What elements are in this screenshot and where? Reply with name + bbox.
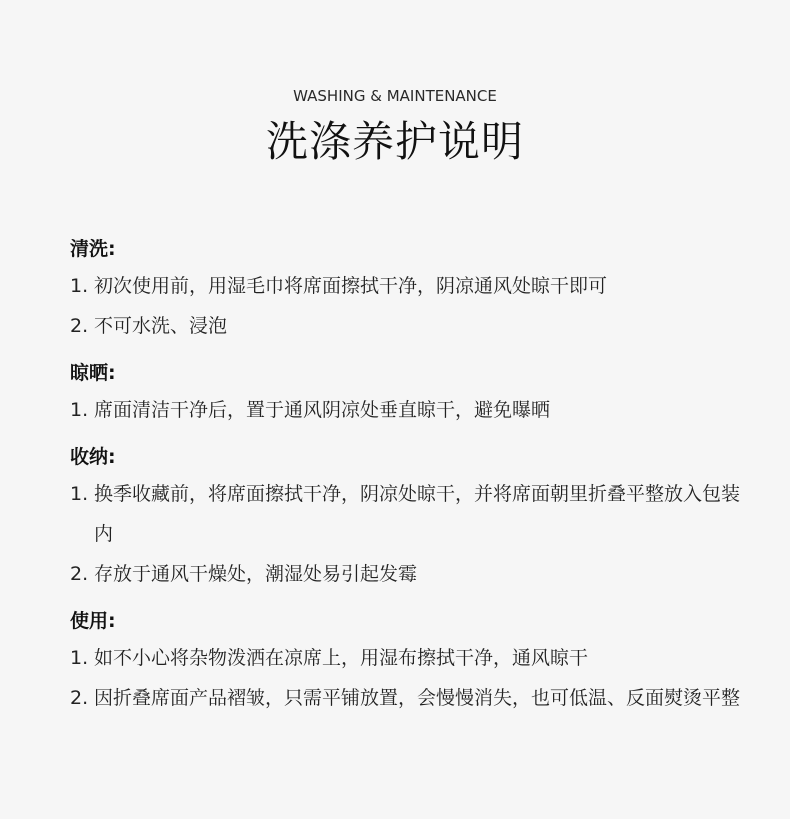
section-drying xyxy=(70,356,740,430)
item-text: 存放于通风干燥处，潮湿处易引起发霉 xyxy=(94,563,418,585)
section-heading: 清洗: xyxy=(70,238,116,260)
item-number: 1. xyxy=(70,399,89,421)
item-text: 换季收藏前，将席面擦拭干净，阴凉处晾干，并将席面朝里折叠平整放入包装内 xyxy=(94,483,741,545)
instruction-item xyxy=(70,266,740,306)
section-heading: 使用: xyxy=(70,610,116,632)
instruction-item xyxy=(70,474,740,554)
section-usage xyxy=(70,604,740,718)
section-heading: 晾晒: xyxy=(70,362,116,384)
item-text: 不可水洗、浸泡 xyxy=(94,315,228,337)
item-number: 1. xyxy=(70,275,89,297)
page-subtitle: WASHING & MAINTENANCE xyxy=(293,87,497,105)
instruction-item xyxy=(70,638,740,678)
item-number: 2. xyxy=(70,315,89,337)
section-storage xyxy=(70,440,740,594)
item-text: 席面清洁干净后，置于通风阴凉处垂直晾干，避免曝晒 xyxy=(94,399,551,421)
section-heading: 收纳: xyxy=(70,446,116,468)
page-title: 洗涤养护说明 xyxy=(265,117,524,166)
instruction-content xyxy=(70,232,740,728)
page-header xyxy=(0,86,790,170)
item-text: 初次使用前，用湿毛巾将席面擦拭干净，阴凉通风处晾干即可 xyxy=(94,275,608,297)
instruction-item xyxy=(70,678,740,718)
instruction-item xyxy=(70,306,740,346)
item-number: 1. xyxy=(70,483,89,505)
instruction-item xyxy=(70,390,740,430)
instruction-item xyxy=(70,554,740,594)
item-text: 如不小心将杂物泼洒在凉席上，用湿布擦拭干净，通风晾干 xyxy=(94,647,589,669)
item-number: 2. xyxy=(70,687,89,709)
section-cleaning xyxy=(70,232,740,346)
item-number: 2. xyxy=(70,563,89,585)
item-number: 1. xyxy=(70,647,89,669)
item-text: 因折叠席面产品褶皱，只需平铺放置，会慢慢消失，也可低温、反面熨烫平整 xyxy=(94,687,741,709)
